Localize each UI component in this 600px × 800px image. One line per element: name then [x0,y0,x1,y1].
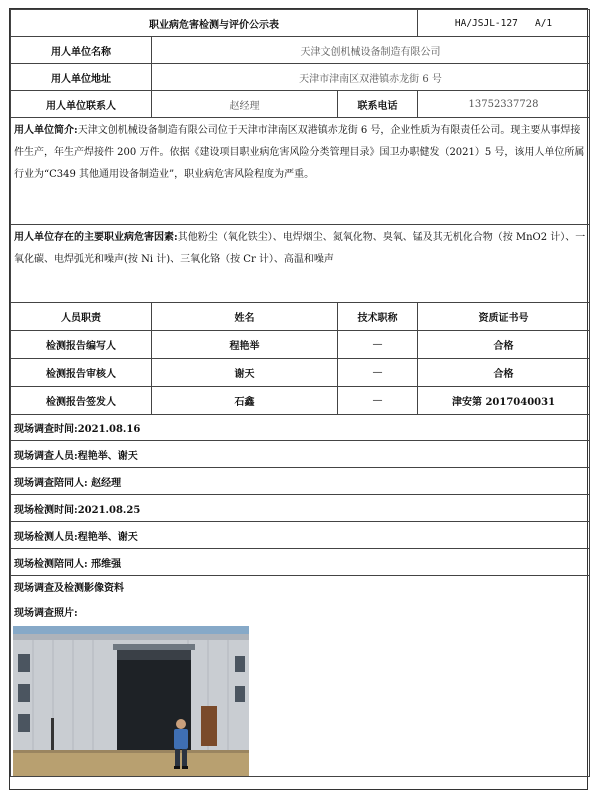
employer-name-label: 用人单位名称 [11,37,152,64]
hazard-factors [11,225,590,303]
employer-contact-row [11,91,590,118]
employer-address-label: 用人单位地址 [11,64,152,91]
hazard-factors-label: 用人单位存在的主要职业病危害因素: [14,232,178,243]
table-row [11,359,590,387]
staff-cert: 津安第 2017040031 [418,387,590,415]
table-row [11,331,590,359]
testing-staff: 现场检测人员:程艳举、谢天 [11,522,590,549]
staff-header-name: 姓名 [152,303,338,331]
form-revision: A/1 [534,17,553,29]
survey-escort-row [11,468,590,495]
hazard-factors-text: 其他粉尘（氧化铁尘）、电焊烟尘、氮氧化物、臭氧、锰及其无机化合物（按 MnO2 计）、一氧化碳、电焊弧光和噪声(按 Ni 计)、三氧化铬（按 Cr 计）、高温和噪声 [14,232,586,265]
survey-time-row [11,415,590,441]
staff-header-cert: 资质证书号 [418,303,590,331]
profile-row [11,118,590,225]
staff-title: — [338,331,418,359]
employer-profile-label: 用人单位简介: [14,125,78,136]
testing-escort-row [11,549,590,576]
staff-role: 检测报告签发人 [11,387,152,415]
photo-area [11,626,589,776]
staff-title: — [338,387,418,415]
staff-cert: 合格 [418,331,590,359]
staff-header-title: 技术职称 [338,303,418,331]
survey-staff: 现场调查人员:程艳举、谢天 [11,441,590,468]
staff-header-role: 人员职责 [11,303,152,331]
photo-label: 现场调查照片: [14,608,78,619]
employer-address-value: 天津市津南区双港镇赤龙街 6 号 [152,64,590,91]
employer-name-row [11,37,590,64]
employer-name-value: 天津文创机械设备制造有限公司 [152,37,590,64]
survey-escort: 现场调查陪同人: 赵经理 [11,468,590,495]
staff-title: — [338,359,418,387]
staff-header-row [11,303,590,331]
survey-time: 现场调查时间:2021.08.16 [11,415,590,441]
staff-cert: 合格 [418,359,590,387]
staff-name: 石鑫 [152,387,338,415]
employer-contact-label: 用人单位联系人 [11,91,152,118]
disclosure-form [9,8,588,790]
images-heading: 现场调查及检测影像资料 [14,583,124,594]
staff-role: 检测报告审核人 [11,359,152,387]
form-title: 职业病危害检测与评价公示表 [11,10,418,37]
staff-name: 程艳举 [152,331,338,359]
form-table [10,9,590,777]
employer-address-row [11,64,590,91]
testing-time: 现场检测时间:2021.08.25 [11,495,590,522]
site-photo [13,626,249,776]
images-section [11,576,590,777]
testing-escort: 现场检测陪同人: 邢维强 [11,549,590,576]
employer-profile-text: 天津文创机械设备制造有限公司位于天津市津南区双港镇赤龙街 6 号，企业性质为有限责任公司。现主要从事焊接件生产，年生产焊接件 200 万件。依据《建设项目职业病危害风险分类管理目录》国卫办职健发（2021）5 号，该用人单位所属行业为“C349 其他通用设备制造业”，职业病危害风险程度为严重。 [14,125,585,180]
images-row [11,576,590,777]
header-row [11,10,590,37]
employer-profile [11,118,590,225]
testing-staff-row [11,522,590,549]
survey-staff-row [11,441,590,468]
employer-phone-label: 联系电话 [338,91,418,118]
form-code [418,10,590,37]
site-photo-drawing [13,626,249,776]
table-row [11,387,590,415]
employer-contact-value: 赵经理 [152,91,338,118]
hazards-row [11,225,590,303]
staff-name: 谢天 [152,359,338,387]
form-code-number: HA/JSJL-127 [454,17,518,29]
employer-phone-value: 13752337728 [418,91,590,118]
staff-role: 检测报告编写人 [11,331,152,359]
testing-time-row [11,495,590,522]
